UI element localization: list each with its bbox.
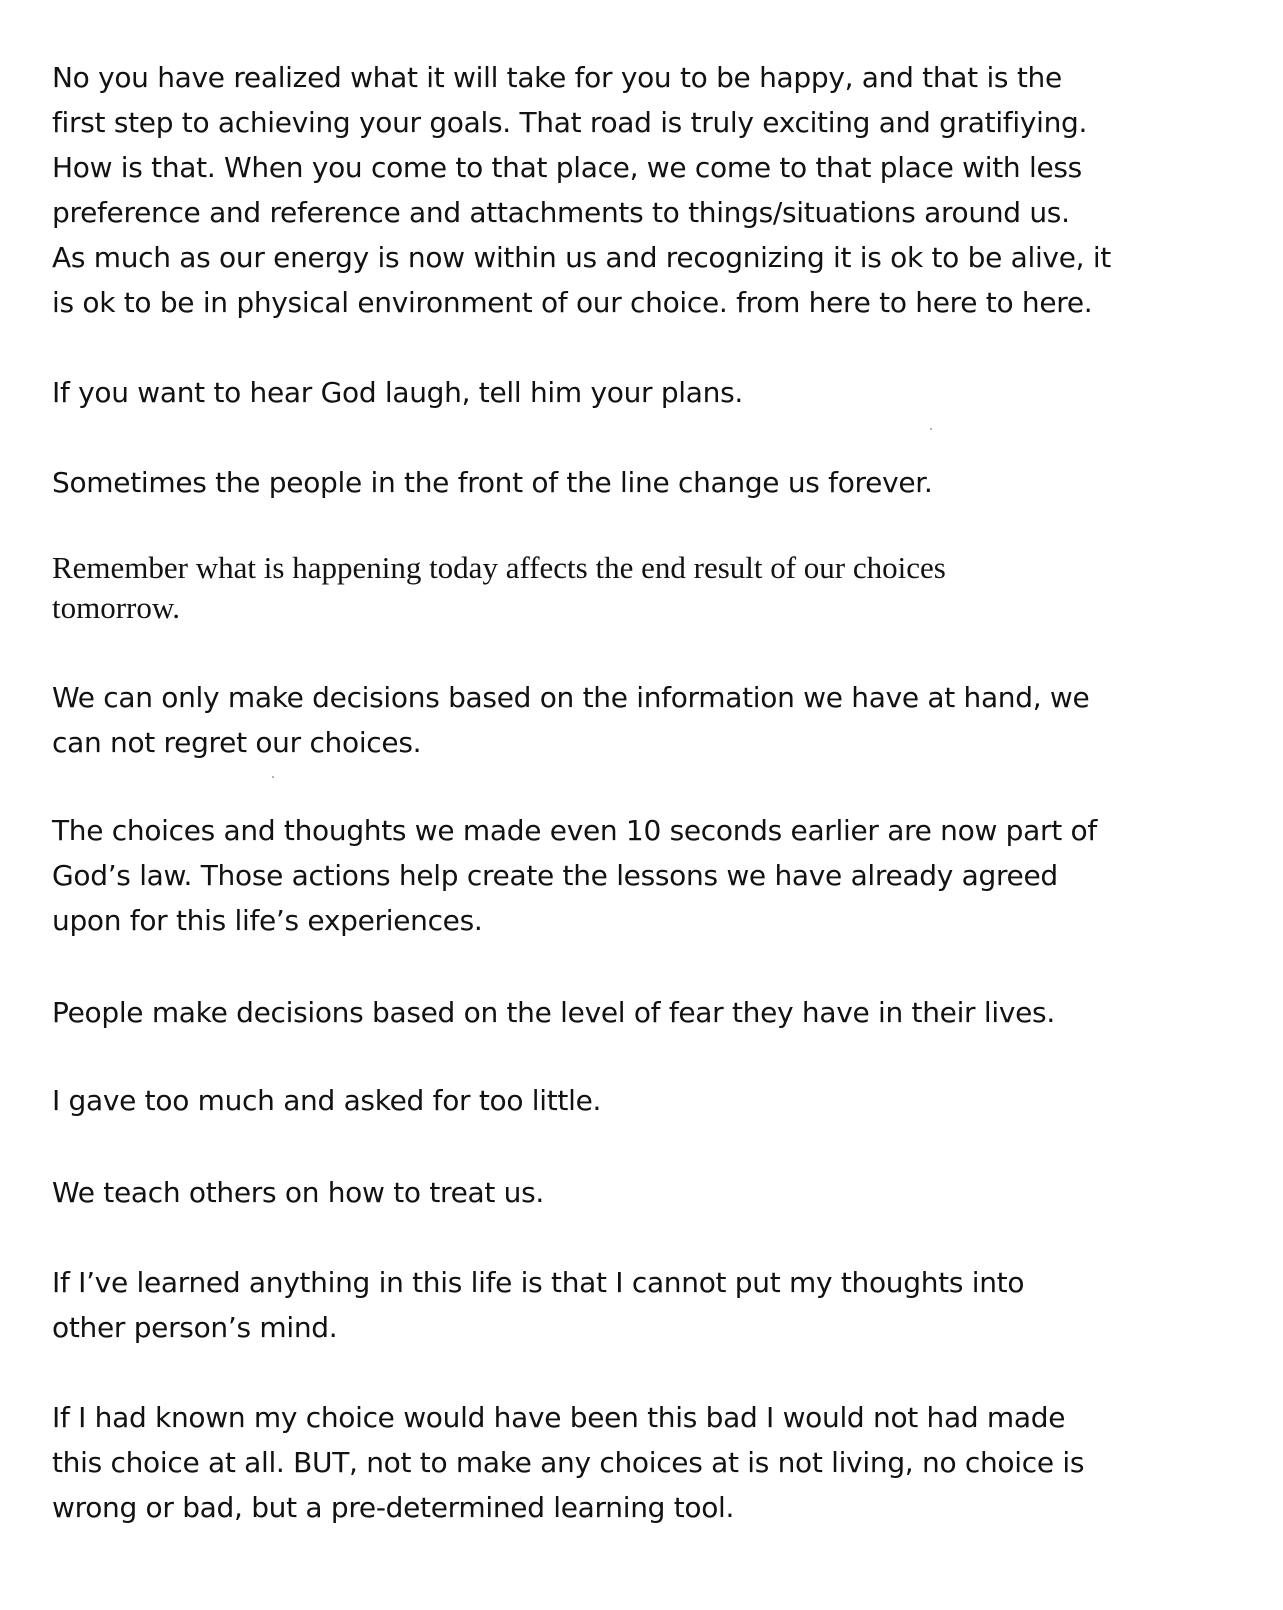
paragraph-happiness [52, 55, 1111, 325]
paragraph-fear [52, 990, 1055, 1035]
text-line: wrong or bad, but a pre-determined learning tool. [52, 1491, 735, 1524]
paragraph-gods-law [52, 808, 1097, 943]
paragraph-god-laugh [52, 370, 743, 415]
text-line: other person’s mind. [52, 1311, 338, 1344]
paragraph-learning-tool [52, 1395, 1084, 1530]
paragraph-teach-others [52, 1170, 544, 1215]
text-line: tomorrow. [52, 590, 180, 625]
paragraph-gave-too-much [52, 1078, 601, 1123]
text-line: If I had known my choice would have been this bad I would not had made [52, 1401, 1066, 1434]
text-line: I gave too much and asked for too little. [52, 1084, 602, 1117]
text-line: can not regret our choices. [52, 726, 422, 759]
text-line: We can only make decisions based on the information we have at hand, we [52, 681, 1090, 714]
text-line: Sometimes the people in the front of the line change us forever. [52, 466, 933, 499]
text-line: this choice at all. BUT, not to make any choices at is not living, no choice is [52, 1446, 1085, 1479]
paragraph-front-of-line [52, 460, 933, 505]
text-line: If you want to hear God laugh, tell him your plans. [52, 376, 743, 409]
text-line: No you have realized what it will take for you to be happy, and that is the [52, 61, 1062, 94]
text-line: The choices and thoughts we made even 10 seconds earlier are now part of [52, 814, 1097, 847]
text-line: Remember what is happening today affects the end result of our choices [52, 550, 946, 585]
scan-speck [272, 776, 274, 778]
text-line: is ok to be in physical environment of our choice. from here to here to here. [52, 286, 1093, 319]
text-line: How is that. When you come to that place, we come to that place with less [52, 151, 1082, 184]
text-line: first step to achieving your goals. That road is truly exciting and gratifiying. [52, 106, 1088, 139]
text-line: God’s law. Those actions help create the lessons we have already agreed [52, 859, 1058, 892]
scan-speck [930, 428, 932, 430]
paragraph-remember-today [52, 548, 946, 628]
text-line: People make decisions based on the level of fear they have in their lives. [52, 996, 1055, 1029]
text-line: We teach others on how to treat us. [52, 1176, 544, 1209]
text-line: preference and reference and attachments to things/situations around us. [52, 196, 1070, 229]
paragraph-decisions-information [52, 675, 1089, 765]
text-line: upon for this life’s experiences. [52, 904, 483, 937]
paragraph-thoughts-into-mind [52, 1260, 1024, 1350]
text-line: As much as our energy is now within us and recognizing it is ok to be alive, it [52, 241, 1111, 274]
text-line: If I’ve learned anything in this life is that I cannot put my thoughts into [52, 1266, 1025, 1299]
